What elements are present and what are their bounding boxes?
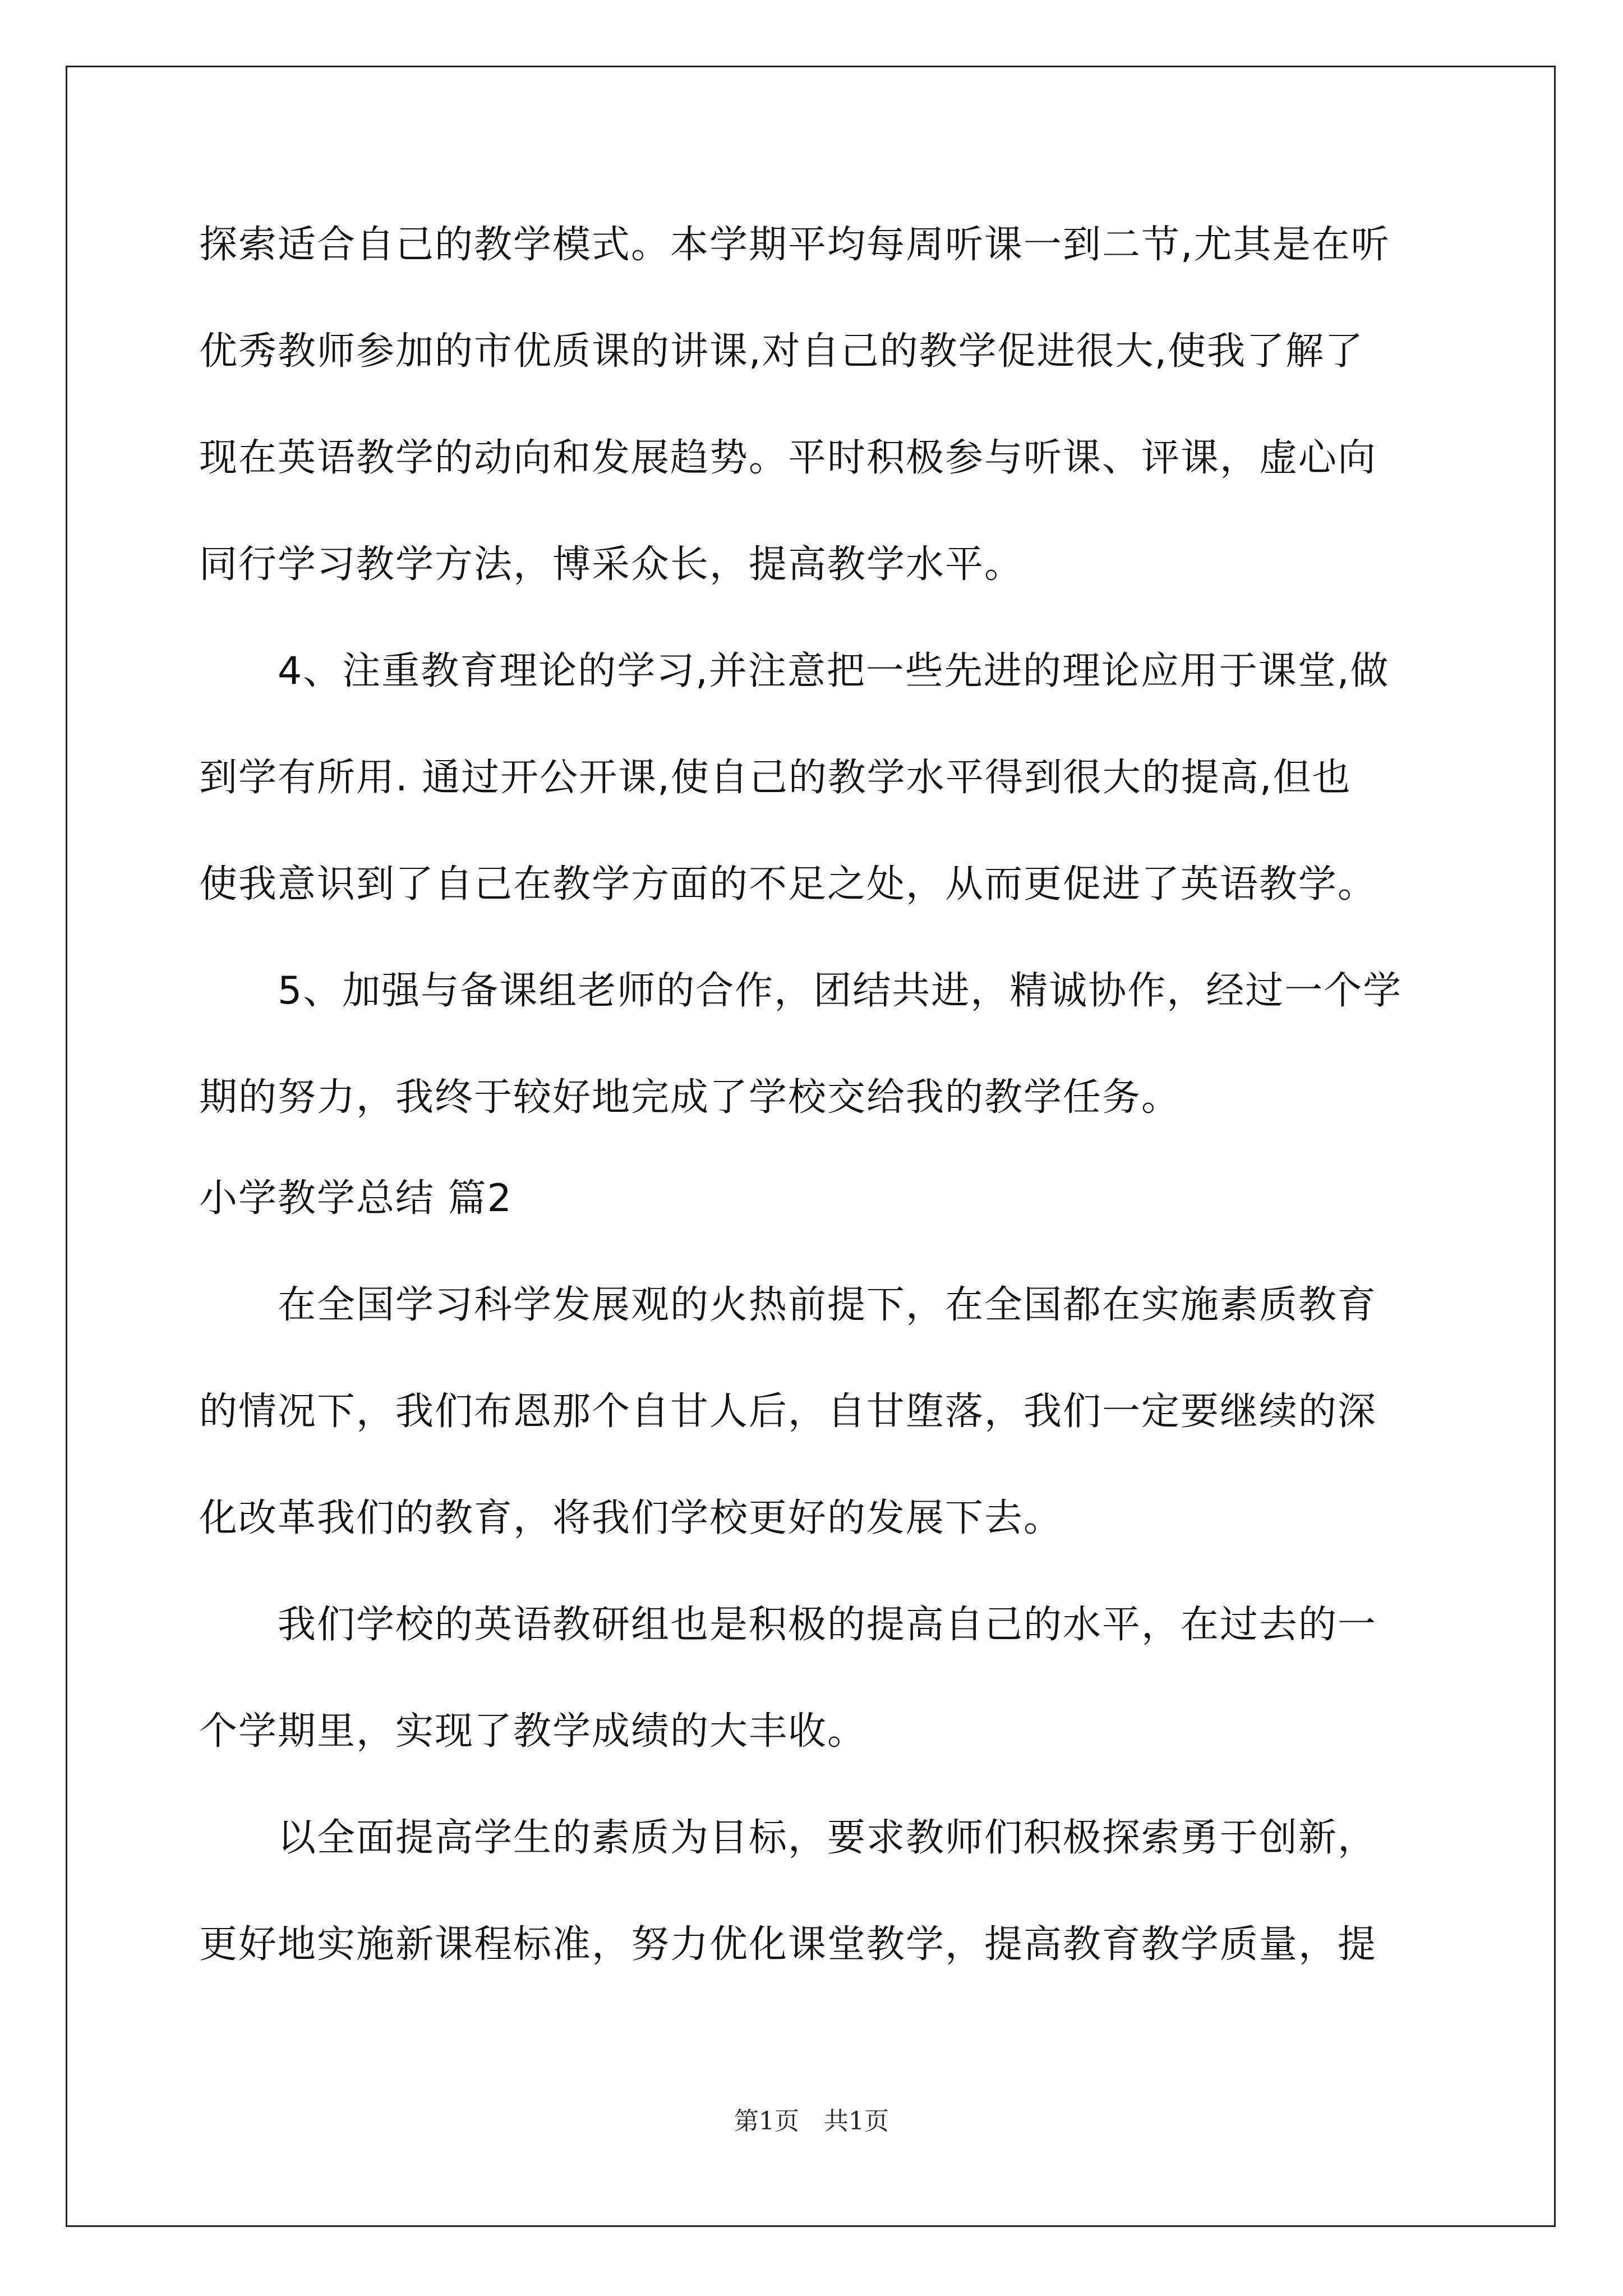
text-line: 我们学校的英语教研组也是积极的提高自己的水平，在过去的一 [278, 1603, 1377, 1647]
section-heading: 小学教学总结 篇2 [199, 1176, 513, 1221]
page-number-footer: 第1页 共1页 [734, 2107, 889, 2136]
text-line: 更好地实施新课程标准，努力优化课堂教学，提高教育教学质量，提 [199, 1922, 1377, 1967]
text-line: 到学有所用. 通过开公开课,使自己的教学水平得到很大的提高,但也 [199, 756, 1352, 800]
text-line: 5、加强与备课组老师的合作，团结共进，精诚协作，经过一个学 [278, 969, 1403, 1013]
text-line: 使我意识到了自己在教学方面的不足之处，从而更促进了英语教学。 [199, 862, 1377, 907]
text-line: 期的努力，我终于较好地完成了学校交给我的教学任务。 [199, 1075, 1181, 1120]
text-line: 现在英语教学的动向和发展趋势。平时积极参与听课、评课，虚心向 [199, 436, 1377, 480]
text-line: 在全国学习科学发展观的火热前提下，在全国都在实施素质教育 [278, 1283, 1377, 1327]
text-line: 探索适合自己的教学模式。本学期平均每周听课一到二节,尤其是在听 [199, 223, 1390, 267]
text-line: 化改革我们的教育，将我们学校更好的发展下去。 [199, 1496, 1063, 1540]
text-line: 4、注重教育理论的学习,并注意把一些先进的理论应用于课堂,做 [278, 649, 1390, 693]
text-line: 以全面提高学生的素质为目标，要求教师们积极探索勇于创新， [278, 1816, 1377, 1860]
page-border [66, 66, 1556, 2227]
text-line: 同行学习教学方法，博采众长，提高教学水平。 [199, 542, 1024, 587]
text-line: 优秀教师参加的市优质课的讲课,对自己的教学促进很大,使我了解了 [199, 329, 1364, 374]
text-line: 的情况下，我们布恩那个自甘人后，自甘堕落，我们一定要继续的深 [199, 1389, 1377, 1434]
text-line: 个学期里，实现了教学成绩的大丰收。 [199, 1709, 867, 1754]
